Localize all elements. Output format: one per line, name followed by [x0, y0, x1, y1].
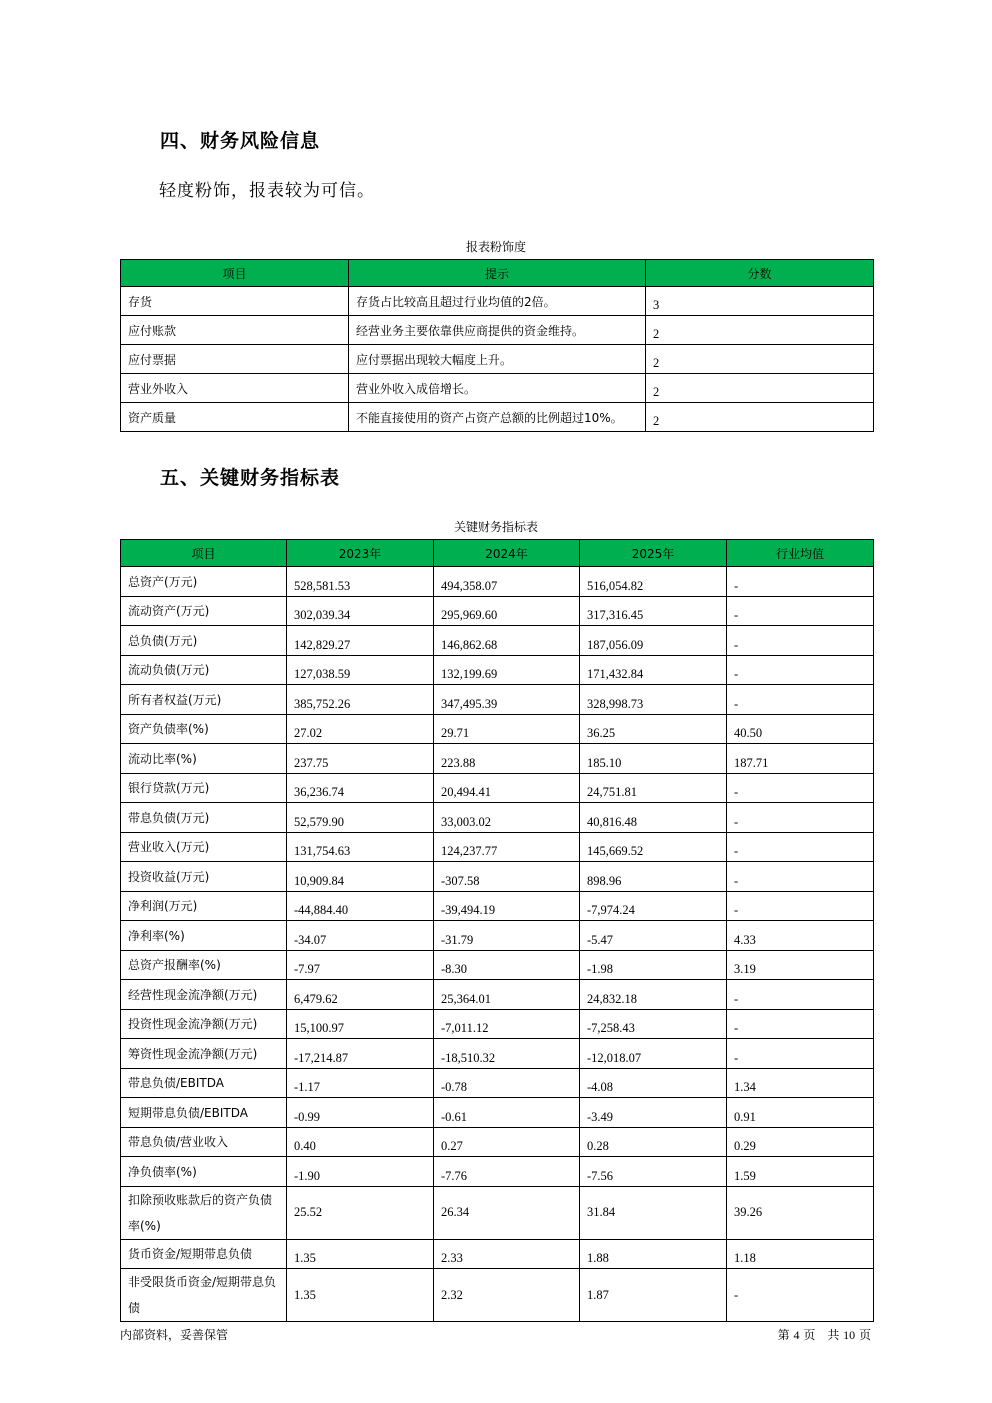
cell-value: 36.25: [580, 714, 727, 744]
cell-value: -3.49: [580, 1098, 727, 1128]
cell-value: -: [727, 1009, 874, 1039]
indicator-header-2025: 2025年: [580, 540, 727, 567]
risk-table-caption: 报表粉饰度: [465, 240, 526, 254]
indicator-table-row: [121, 744, 874, 774]
cell-value: -: [727, 862, 874, 892]
cell-value: 经营业务主要依靠供应商提供的资金维持。: [349, 316, 646, 345]
row-label: 流动负债(万元): [121, 655, 287, 685]
cell-value: -: [727, 567, 874, 597]
indicator-table-row: [121, 1269, 874, 1322]
risk-summary: 轻度粉饰，报表较为可信。: [159, 181, 375, 201]
cell-value: 1.35: [287, 1269, 434, 1322]
cell-value: 0.91: [727, 1098, 874, 1128]
cell-value: 2: [646, 374, 874, 403]
page-suffix: 页: [858, 1328, 871, 1342]
row-label: 净利率(%): [121, 921, 287, 951]
indicator-table-row: [121, 1127, 874, 1157]
cell-value: -: [727, 655, 874, 685]
risk-table-row: [121, 287, 874, 316]
indicator-table-row: [121, 596, 874, 626]
page-current: 4: [793, 1328, 800, 1342]
indicator-table-row: [121, 1098, 874, 1128]
indicator-table-header-row: [121, 540, 874, 567]
cell-value: 2: [646, 403, 874, 432]
row-label: 筹资性现金流净额(万元): [121, 1039, 287, 1069]
cell-value: 10,909.84: [287, 862, 434, 892]
row-label: 投资收益(万元): [121, 862, 287, 892]
cell-value: 20,494.41: [434, 773, 580, 803]
cell-value: 1.87: [580, 1269, 727, 1322]
cell-value: 1.34: [727, 1068, 874, 1098]
cell-value: -39,494.19: [434, 891, 580, 921]
cell-value: 2: [646, 316, 874, 345]
cell-value: 494,358.07: [434, 567, 580, 597]
cell-value: 2: [646, 345, 874, 374]
cell-value: 1.59: [727, 1157, 874, 1187]
indicator-table-row: [121, 1186, 874, 1239]
row-label: 总资产(万元): [121, 567, 287, 597]
cell-value: -7.76: [434, 1157, 580, 1187]
cell-value: 145,669.52: [580, 832, 727, 862]
cell-value: 317,316.45: [580, 596, 727, 626]
indicator-table-caption: 关键财务指标表: [453, 520, 538, 534]
cell-value: 40,816.48: [580, 803, 727, 833]
cell-value: -8.30: [434, 950, 580, 980]
cell-value: 171,432.84: [580, 655, 727, 685]
cell-value: 237.75: [287, 744, 434, 774]
cell-value: -1.90: [287, 1157, 434, 1187]
cell-value: -: [727, 980, 874, 1010]
cell-value: -7.56: [580, 1157, 727, 1187]
row-label: 应付账款: [121, 316, 349, 345]
cell-value: 应付票据出现较大幅度上升。: [349, 345, 646, 374]
cell-value: -: [727, 803, 874, 833]
cell-value: 142,829.27: [287, 626, 434, 656]
cell-value: 2.32: [434, 1269, 580, 1322]
row-label: 经营性现金流净额(万元): [121, 980, 287, 1010]
indicator-header-2023: 2023年: [287, 540, 434, 567]
row-label: 货币资金/短期带息负债: [121, 1239, 287, 1269]
cell-value: 3: [646, 287, 874, 316]
cell-value: -: [727, 685, 874, 715]
cell-value: -34.07: [287, 921, 434, 951]
cell-value: 40.50: [727, 714, 874, 744]
cell-value: 385,752.26: [287, 685, 434, 715]
risk-header-item: 项目: [121, 260, 349, 287]
cell-value: -: [727, 1269, 874, 1322]
indicator-table-row: [121, 1009, 874, 1039]
indicator-table-row: [121, 803, 874, 833]
row-label: 总负债(万元): [121, 626, 287, 656]
cell-value: 146,862.68: [434, 626, 580, 656]
risk-table-header-row: [121, 260, 874, 287]
row-label: 非受限货币资金/短期带息负债: [121, 1269, 287, 1322]
row-label: 资产质量: [121, 403, 349, 432]
cell-value: -7,974.24: [580, 891, 727, 921]
cell-value: 347,495.39: [434, 685, 580, 715]
cell-value: 0.27: [434, 1127, 580, 1157]
row-label: 投资性现金流净额(万元): [121, 1009, 287, 1039]
cell-value: 2.33: [434, 1239, 580, 1269]
row-label: 总资产报酬率(%): [121, 950, 287, 980]
page-mid: 页 共: [803, 1328, 840, 1342]
cell-value: -7.97: [287, 950, 434, 980]
row-label: 营业收入(万元): [121, 832, 287, 862]
cell-value: 187.71: [727, 744, 874, 774]
cell-value: 24,832.18: [580, 980, 727, 1010]
cell-value: 0.29: [727, 1127, 874, 1157]
row-label: 带息负债/营业收入: [121, 1127, 287, 1157]
cell-value: 124,237.77: [434, 832, 580, 862]
cell-value: 15,100.97: [287, 1009, 434, 1039]
cell-value: -0.78: [434, 1068, 580, 1098]
indicator-table-row: [121, 1157, 874, 1187]
indicator-table-row: [121, 950, 874, 980]
cell-value: -: [727, 891, 874, 921]
cell-value: 24,751.81: [580, 773, 727, 803]
cell-value: 25,364.01: [434, 980, 580, 1010]
indicator-table-row: [121, 980, 874, 1010]
cell-value: -5.47: [580, 921, 727, 951]
indicator-header-item: 项目: [121, 540, 287, 567]
cell-value: 0.28: [580, 1127, 727, 1157]
cell-value: 295,969.60: [434, 596, 580, 626]
indicator-table-row: [121, 1068, 874, 1098]
cell-value: 26.34: [434, 1186, 580, 1239]
cell-value: 25.52: [287, 1186, 434, 1239]
risk-table-row: [121, 374, 874, 403]
cell-value: -0.61: [434, 1098, 580, 1128]
cell-value: 36,236.74: [287, 773, 434, 803]
row-label: 所有者权益(万元): [121, 685, 287, 715]
cell-value: -1.98: [580, 950, 727, 980]
cell-value: 127,038.59: [287, 655, 434, 685]
risk-table-row: [121, 345, 874, 374]
cell-value: -307.58: [434, 862, 580, 892]
cell-value: -4.08: [580, 1068, 727, 1098]
row-label: 存货: [121, 287, 349, 316]
indicator-header-2024: 2024年: [434, 540, 580, 567]
page-total: 10: [843, 1328, 856, 1342]
cell-value: -: [727, 1039, 874, 1069]
cell-value: -0.99: [287, 1098, 434, 1128]
cell-value: -44,884.40: [287, 891, 434, 921]
cell-value: 132,199.69: [434, 655, 580, 685]
row-label: 净负债率(%): [121, 1157, 287, 1187]
row-label: 带息负债(万元): [121, 803, 287, 833]
cell-value: 328,998.73: [580, 685, 727, 715]
cell-value: 39.26: [727, 1186, 874, 1239]
cell-value: 4.33: [727, 921, 874, 951]
indicator-table-row: [121, 567, 874, 597]
risk-header-hint: 提示: [349, 260, 646, 287]
cell-value: 营业外收入成倍增长。: [349, 374, 646, 403]
cell-value: 27.02: [287, 714, 434, 744]
row-label: 带息负债/EBITDA: [121, 1068, 287, 1098]
indicator-table-row: [121, 773, 874, 803]
row-label: 银行贷款(万元): [121, 773, 287, 803]
page-prefix: 第: [777, 1328, 790, 1342]
row-label: 资产负债率(%): [121, 714, 287, 744]
indicator-table-row: [121, 891, 874, 921]
cell-value: 898.96: [580, 862, 727, 892]
indicator-table-row: [121, 1039, 874, 1069]
row-label: 流动比率(%): [121, 744, 287, 774]
cell-value: 185.10: [580, 744, 727, 774]
indicator-table-row: [121, 626, 874, 656]
cell-value: -12,018.07: [580, 1039, 727, 1069]
cell-value: 187,056.09: [580, 626, 727, 656]
cell-value: 131,754.63: [287, 832, 434, 862]
footer-confidential: 内部资料，妥善保管: [120, 1328, 229, 1342]
section-heading-indicators: 五、关键财务指标表: [160, 467, 341, 489]
indicator-table-row: [121, 921, 874, 951]
indicator-header-industry-avg: 行业均值: [727, 540, 874, 567]
cell-value: -: [727, 832, 874, 862]
indicator-table-row: [121, 862, 874, 892]
cell-value: -: [727, 596, 874, 626]
indicator-table-row: [121, 714, 874, 744]
cell-value: -7,011.12: [434, 1009, 580, 1039]
cell-value: -17,214.87: [287, 1039, 434, 1069]
cell-value: 3.19: [727, 950, 874, 980]
cell-value: 516,054.82: [580, 567, 727, 597]
cell-value: 29.71: [434, 714, 580, 744]
indicator-table-row: [121, 685, 874, 715]
cell-value: 6,479.62: [287, 980, 434, 1010]
cell-value: 1.18: [727, 1239, 874, 1269]
indicator-table-row: [121, 1239, 874, 1269]
risk-table-row: [121, 403, 874, 432]
cell-value: -31.79: [434, 921, 580, 951]
cell-value: 不能直接使用的资产占资产总额的比例超过10%。: [349, 403, 646, 432]
cell-value: -18,510.32: [434, 1039, 580, 1069]
cell-value: -: [727, 773, 874, 803]
row-label: 应付票据: [121, 345, 349, 374]
cell-value: 223.88: [434, 744, 580, 774]
row-label: 流动资产(万元): [121, 596, 287, 626]
cell-value: 33,003.02: [434, 803, 580, 833]
indicator-table-row: [121, 655, 874, 685]
risk-table-row: [121, 316, 874, 345]
cell-value: 302,039.34: [287, 596, 434, 626]
cell-value: 528,581.53: [287, 567, 434, 597]
row-label: 营业外收入: [121, 374, 349, 403]
indicator-table-row: [121, 832, 874, 862]
cell-value: 1.88: [580, 1239, 727, 1269]
cell-value: -1.17: [287, 1068, 434, 1098]
footer-page-number: [778, 1326, 871, 1343]
row-label: 净利润(万元): [121, 891, 287, 921]
row-label: 扣除预收账款后的资产负债率(%): [121, 1186, 287, 1239]
cell-value: -7,258.43: [580, 1009, 727, 1039]
row-label: 短期带息负债/EBITDA: [121, 1098, 287, 1128]
cell-value: 1.35: [287, 1239, 434, 1269]
cell-value: 0.40: [287, 1127, 434, 1157]
section-heading-risk: 四、财务风险信息: [160, 130, 321, 152]
risk-table: [120, 259, 874, 432]
cell-value: -: [727, 626, 874, 656]
cell-value: 31.84: [580, 1186, 727, 1239]
cell-value: 存货占比较高且超过行业均值的2倍。: [349, 287, 646, 316]
risk-header-score: 分数: [646, 260, 874, 287]
indicator-table: [120, 539, 874, 1322]
cell-value: 52,579.90: [287, 803, 434, 833]
